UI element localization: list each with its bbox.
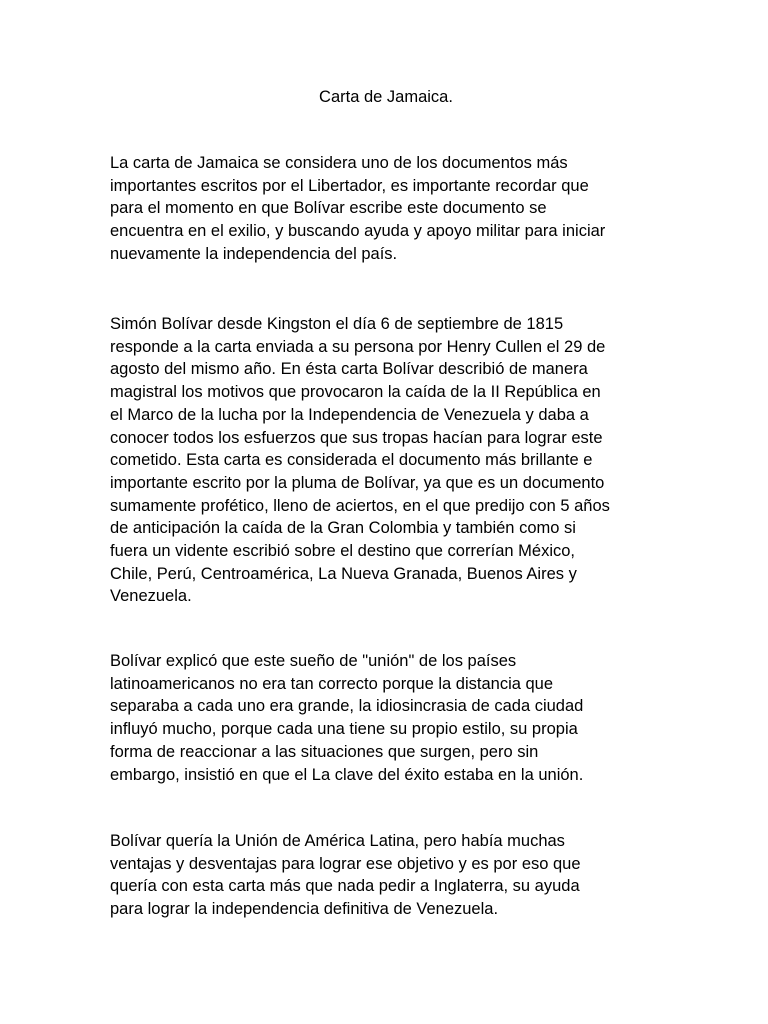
paragraph-latin-america: Bolívar quería la Unión de América Latina, pero había muchas ventajas y desventajas para lograr ese objetivo y es por eso que quería con esta carta más que nada pedir a Inglaterra, su ayuda para lograr la independencia definitiva de Venezuela. (110, 832, 581, 919)
paragraph-intro: La carta de Jamaica se considera uno de los documentos más importantes escritos por el Libertador, es importante recordar que para el momento en que Bolívar escribe este documento se encuentra en el exilio, y buscando ayuda y apoyo militar para iniciar nuevamente la independencia del país. (110, 154, 606, 263)
document-title: Carta de Jamaica. (319, 88, 453, 106)
paragraph-kingston: Simón Bolívar desde Kingston el día 6 de septiembre de 1815 responde a la carta enviada a su persona por Henry Cullen el 29 de agosto del mismo año. En ésta carta Bolívar describió de manera magistral los motivos que provocaron la caída de la II República en el Marco de la lucha por la Independencia de Venezuela y daba a conocer todos los esfuerzos que sus tropas hacían para lograr este cometido. Esta carta es considerada el documento más brillante e importante escrito por la pluma de Bolívar, ya que es un documento sumamente profético, lleno de aciertos, en el que predijo con 5 años de anticipación la caída de la Gran Colombia y también como si fuera un vidente escribió sobre el destino que correrían México, Chile, Perú, Centroamérica, La Nueva Granada, Buenos Aires y Venezuela. (110, 315, 610, 606)
paragraph-union: Bolívar explicó que este sueño de "unión" de los países latinoamericanos no era tan correcto porque la distancia que separaba a cada uno era grande, la idiosincrasia de cada ciudad influyó mucho, porque cada una tiene su propio estilo, su propia forma de reaccionar a las situaciones que surgen, pero sin embargo, insistió en que el La clave del éxito estaba en la unión. (110, 652, 584, 784)
